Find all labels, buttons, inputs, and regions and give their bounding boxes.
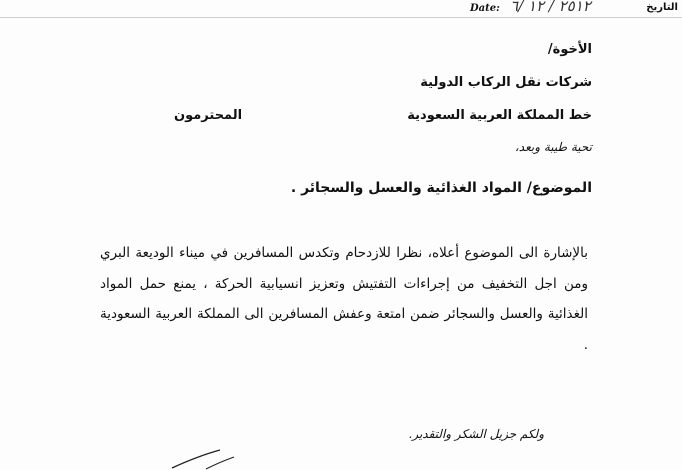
date-label-en: Date: xyxy=(470,3,500,14)
recipient-companies: شركات نقل الركاب الدولية xyxy=(420,75,592,90)
recipient-honorific: المحترمون xyxy=(174,108,243,123)
subject-line: الموضوع/ المواد الغذائية والعسل والسجائر . xyxy=(290,180,592,196)
recipient-salutation: الأخوة/ xyxy=(547,42,592,57)
signature-stroke xyxy=(168,448,238,470)
greeting: تحية طيبة وبعد، xyxy=(514,140,592,154)
body-paragraph: بالإشارة الى الموضوع أعلاه، نظرا للازدحام وتكدس المسافرين في ميناء الوديعة البري ومن اجل التخفيف من إجراءات التفتيش وتعزيز انسيابية الحركة ، يمنع حمل المواد الغذائية والعسل والسجائر ضمن امتعة وعفش المسافرين الى المملكة العربية السعودية . xyxy=(100,245,588,353)
date-label-ar: التاريخ xyxy=(646,2,678,13)
date-row xyxy=(470,0,680,20)
recipient-route: خط المملكة العربية السعودية xyxy=(407,108,592,123)
closing-line: ولكم جزيل الشكر والتقدير. xyxy=(408,427,544,441)
date-value: ٢٥١٢ / ١٢ /٦ xyxy=(510,0,591,15)
